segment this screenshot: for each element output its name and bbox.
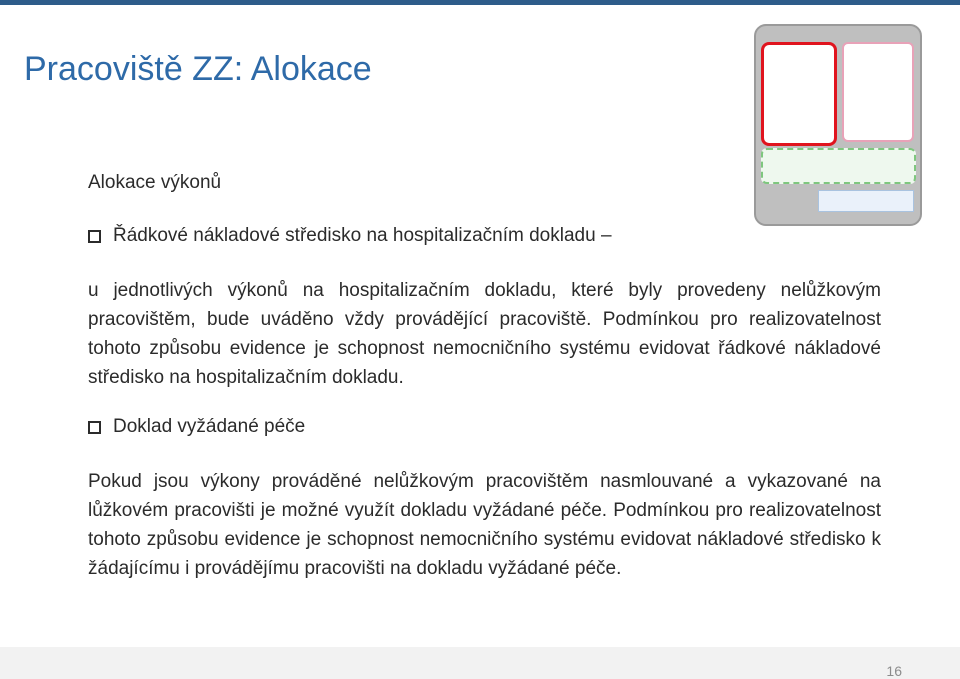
bullet-2-label: Doklad vyžádané péče	[113, 416, 306, 437]
bullet-1-text: u jednotlivých výkonů na hospitalizačním dokladu, které byly provedeny nelůžkovým pracovištěm, bude uváděno vždy provádějící pracoviště. Podmínkou pro realizovatelnost tohoto způsobu evidence je schopnost nemocničního systému evidovat řádkové nákladové středisko na hospitalizačním dokladu.	[88, 280, 881, 388]
shared-services-box	[761, 148, 916, 184]
footer-bar	[0, 647, 960, 679]
checkbox-bullet-icon	[88, 421, 101, 434]
page-number: 16	[886, 663, 902, 679]
diagram-thumbnail	[754, 24, 922, 226]
bullet-1	[88, 225, 612, 247]
bullet-1-label: Řádkové nákladové středisko na hospitalizačním dokladu –	[113, 225, 612, 246]
bullet-2-text: Pokud jsou výkony prováděné nelůžkovým pracovištěm nasmlouvané a vykazované na lůžkovém pracovišti je možné využít dokladu vyžádané péče. Podmínkou pro realizovatelnost tohoto způsobu evidence je schopnost nemocničního systému evidovat nákladové středisko k žádajícímu i provádějímu pracovišti na dokladu vyžádané péče.	[88, 471, 881, 579]
bottom-section-box	[818, 190, 914, 212]
checkbox-bullet-icon	[88, 230, 101, 243]
top-accent-bar	[0, 0, 960, 5]
bullet-2	[88, 416, 305, 438]
right-section-box	[842, 42, 914, 142]
section-heading: Alokace výkonů	[88, 172, 222, 193]
highlighted-section-box	[761, 42, 837, 146]
slide-title: Pracoviště ZZ: Alokace	[24, 50, 372, 88]
